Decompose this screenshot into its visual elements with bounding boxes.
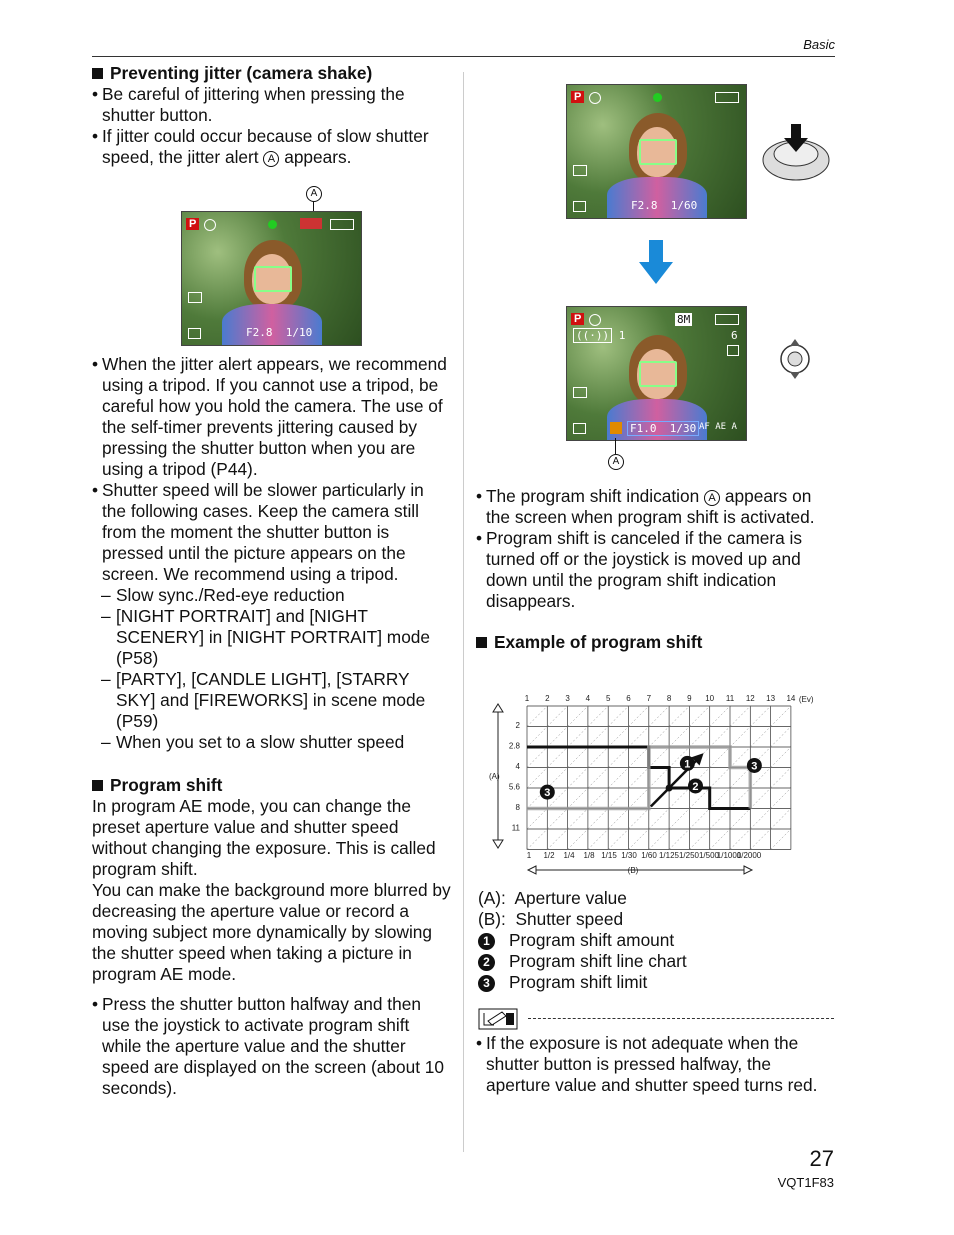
marker-a-icon: A [263,151,279,167]
iso-exposure-line [771,809,791,830]
legend-item [478,888,838,909]
af-frame [254,266,292,292]
case-item: – [NIGHT PORTRAIT] and [NIGHT SCENERY] in [NIGHT PORTRAIT] mode (P58) [92,606,452,669]
iso-exposure-line [710,747,730,768]
iso-exposure-line [649,706,669,727]
case-item: – [PARTY], [CANDLE LIGHT], [STARRY SKY] and [FIREWORKS] in scene mode (P59) [92,669,452,732]
iso-exposure-line [771,747,791,768]
note-icon [478,1008,518,1030]
shutter-tick-label: 1/2 [543,851,555,860]
ev-tick-label: 6 [626,694,631,703]
iso-exposure-line [649,768,669,789]
iso-exposure-line [750,809,770,830]
iso-exposure-line [608,706,628,727]
iso-exposure-line [710,788,730,809]
program-shift-para-1: In program AE mode, you can change the preset aperture value and shutter speed without changing the exposure. This is called program shift. [92,796,436,879]
ev-tick-label: 8 [666,694,672,703]
shift-bullet-1 [476,486,836,528]
shutter-tick-label: 1/60 [641,851,657,860]
iso-exposure-line [629,768,649,789]
shutter-tick-label: 1/125 [658,851,680,860]
iso-exposure-line [629,829,649,850]
mode-p-badge: P [571,91,584,103]
iso-exposure-line [588,768,608,789]
shutter-tick-label: 1/30 [621,851,637,860]
down-arrow-icon [639,240,673,286]
iso-exposure-line [710,829,730,850]
iso-exposure-line [547,768,567,789]
iso-exposure-line [527,706,547,727]
iso-exposure-line [669,829,689,850]
marker-a-label: A [608,454,624,470]
legend-text: Program shift line chart [509,951,687,971]
ev-tick-label: 14 [786,694,796,703]
column-divider [463,72,464,1152]
iso-exposure-line [608,829,628,850]
iso-exposure-line [730,788,750,809]
legend-text: Program shift amount [509,930,675,950]
iso-exposure-line [689,829,709,850]
ev-axis-label: (Ev) [798,695,814,704]
ev-tick-label: 11 [725,694,735,703]
square-bullet-icon [476,637,487,648]
iso-exposure-line [771,829,791,850]
legend-text: Program shift limit [509,972,648,992]
af-frame [639,361,677,387]
aperture-value: F2.8 [631,199,658,212]
header-rule [92,56,835,57]
iso-exposure-line [629,706,649,727]
iso-exposure-line [547,809,567,830]
ev-tick-label: 13 [766,694,776,703]
iso-exposure-line [771,706,791,727]
iso-exposure-line [750,727,770,748]
jitter-bullet-2-text: If jitter could occur because of slow shutter speed, the jitter alert [102,126,429,167]
iso-exposure-line [588,747,608,768]
program-shift-para-2: You can make the background more blurred by decreasing the aperture value or record a moving subject more dynamically by slowing the shutter speed when taking a picture in program AE mode. [92,880,451,984]
tripod-bullet-2: • Shutter speed will be slower particularly in the following cases. Keep the camera still from the moment the shutter button is pressed until the picture appears on the screen. We recommend using a tripod. [92,480,452,585]
jitter-bullet-2-suffix: appears. [284,147,352,167]
program-shift-chart [476,690,836,880]
iso-exposure-line [649,809,669,830]
exposure-icon [573,201,586,212]
aperture-tick-label: 5.6 [508,782,520,792]
iso-exposure-line [710,768,730,789]
page-number: 27 [809,1146,834,1171]
shutter-tick-label: 1/500 [698,851,720,860]
tripod-bullet-1: • When the jitter alert appears, we recommend using a tripod. If you cannot use a tripod, be careful how you hold the camera. The use of the self-timer prevents jittering caused by pressing the shutter button when you are using a tripod (P44). [92,354,452,480]
iso-exposure-line [527,747,547,768]
iso-exposure-line [771,727,791,748]
focus-dot-icon [653,93,662,102]
section-header: Basic [803,37,835,52]
iso-exposure-line [750,829,770,850]
marker-a-icon: A [704,490,720,506]
note-divider [528,1018,834,1019]
iso-exposure-line [629,788,649,809]
iso-exposure-line [710,727,730,748]
iso-exposure-line [730,768,750,789]
shutter-tick-label: 1/250 [678,851,700,860]
iso-exposure-line [547,747,567,768]
iso-exposure-line [730,727,750,748]
square-bullet-icon [92,68,103,79]
note-bullet: • If the exposure is not adequate when the shutter button is pressed halfway, the aperture value and shutter speed turns red. [476,1033,836,1096]
shutter-axis-label: (B) [627,866,639,875]
shutter-value: 1/30 [669,422,697,435]
shutter-tick-label: 1/1000 [716,851,742,860]
jitter-bullet-1: • Be careful of jittering when pressing the shutter button. [92,84,452,126]
remaining-pictures: 6 [731,329,738,342]
shift-bullet-1-suffix: appears on the screen when program shift is activated. [486,486,815,527]
flash-icon [204,219,216,231]
case-item: – When you set to a slow shutter speed [92,732,452,753]
iso-exposure-line [710,809,730,830]
iso-exposure-line [527,809,547,830]
battery-icon [715,314,739,325]
shutter-tick-label: 1/4 [563,851,575,860]
focus-dot-icon [268,220,277,229]
iso-exposure-line [588,788,608,809]
iso-exposure-line [588,809,608,830]
case-item: – Slow sync./Red-eye reduction [92,585,452,606]
iso-exposure-line [629,747,649,768]
af-mode-icon [573,387,587,398]
arrow-head [493,704,503,712]
legend-key: 3 [478,975,495,992]
ev-tick-label: 10 [705,694,715,703]
iso-exposure-line [547,829,567,850]
program-shift-title: Program shift [110,775,223,795]
iso-exposure-line [608,747,628,768]
arrow-head [744,866,752,874]
af-mode-icon [573,165,587,176]
ev-tick-label: 3 [565,694,570,703]
iso-exposure-line [588,829,608,850]
jitter-bullet-2 [92,126,452,168]
program-shift-limit-line [527,747,750,809]
af-mode-icon [188,292,202,303]
aperture-tick-label: 2.8 [508,741,520,751]
aperture-tick-label: 11 [511,823,520,833]
square-bullet-icon [92,780,103,791]
shutter-value: 1/60 [670,199,698,212]
iso-exposure-line [568,809,588,830]
iso-exposure-line [730,706,750,727]
exposure-icon [188,328,201,339]
ev-tick-label: 7 [646,694,652,703]
joystick-icon [778,338,812,380]
iso-exposure-line [547,706,567,727]
jitter-heading [92,63,452,84]
iso-exposure-line [689,809,709,830]
aperture-value: F1.0 [630,422,657,435]
legend-key: (A): [478,888,506,908]
iso-exposure-line [669,706,689,727]
program-line [527,747,750,809]
iso-exposure-line [568,829,588,850]
aperture-axis-label: (A) [489,772,500,781]
marker-number: 3 [751,760,758,773]
iso-exposure-line [608,788,628,809]
ev-tick-label: 12 [745,694,755,703]
af-frame [639,139,677,165]
iso-exposure-line [629,809,649,830]
example-heading [476,632,836,653]
iso-exposure-line [649,829,669,850]
camera-screen-program-shift: P ((·)) 1 8M 6 F1.0 1/30 AF AE A [566,306,747,441]
camera-screen-halfpress [566,84,747,219]
aperture-tick-label: 2 [515,721,520,730]
flash-icon [589,92,601,104]
legend-item [478,930,838,951]
program-shift-bullet: • Press the shutter button halfway and then use the joystick to activate program shift while the aperture value and the shutter speed are displayed on the screen (about 10 seconds). [92,994,452,1099]
iso-exposure-line [568,727,588,748]
jitter-alert-icon [300,218,322,229]
iso-exposure-line [689,706,709,727]
iso-exposure-line [568,706,588,727]
iso-exposure-line [669,727,689,748]
iso-exposure-line [608,727,628,748]
legend-item [478,951,838,972]
camera-screen-jitter [181,211,362,346]
ev-tick-label: 4 [585,694,591,703]
aperture-tick-label: 4 [515,762,520,771]
ev-tick-label: 1 [524,694,530,703]
aperture-tick-label: 8 [515,803,520,812]
iso-exposure-line [568,788,588,809]
legend-key: 1 [478,933,495,950]
iso-exposure-line [730,829,750,850]
shift-bullet-2: • Program shift is canceled if the camera is turned off or the joystick is moved up and down until the program shift indication disappears. [476,528,836,612]
iso-exposure-line [608,809,628,830]
iso-exposure-line [750,788,770,809]
marker-number: 1 [684,758,691,771]
shutter-value: 1/10 [285,326,313,339]
example-title: Example of program shift [494,632,703,652]
iso-exposure-line [568,747,588,768]
iso-exposure-line [608,768,628,789]
legend [478,888,838,993]
right-column-body [476,486,836,653]
legend-item [478,972,838,993]
marker-number: 2 [692,780,699,793]
iso-exposure-line [527,829,547,850]
arrow-head [493,840,503,848]
memory-icon [727,345,739,356]
ev-tick-label: 5 [605,694,611,703]
iso-exposure-line [730,809,750,830]
shift-bullet-1-text: The program shift indication [486,486,700,506]
jitter-title: Preventing jitter (camera shake) [110,63,373,83]
iso-exposure-line [649,727,669,748]
shutter-tick-label: 1 [526,851,532,860]
iso-exposure-line [689,727,709,748]
marker-a-pointer [615,438,616,454]
exposure-icon [573,423,586,434]
left-column-body [92,354,452,1099]
iso-exposure-line [771,768,791,789]
legend-key: 2 [478,954,495,971]
marker-number: 3 [544,787,551,800]
af-ae-indicator: AF AE A [699,422,737,432]
iso-exposure-line [710,706,730,727]
ev-tick-label: 2 [545,694,550,703]
iso-exposure-line [527,727,547,748]
arrow-head [528,866,536,874]
shutter-tick-label: 1/15 [601,851,617,860]
iso-exposure-line [771,788,791,809]
shutter-tick-label: 1/8 [583,851,595,860]
iso-exposure-line [649,747,669,768]
note-block [476,1033,836,1096]
shutter-tick-label: 1/2000 [736,851,762,860]
aperture-value: F2.8 [246,326,273,339]
legend-text: Shutter speed [515,909,624,929]
program-shift-heading [92,775,452,796]
legend-key: (B): [478,909,506,929]
mode-p-badge: P [186,218,199,230]
document-code: VQT1F83 [777,1175,834,1190]
iso-exposure-line [669,788,689,809]
stabilizer-mode: 1 [618,329,626,342]
iso-exposure-line [547,727,567,748]
legend-text: Aperture value [514,888,627,908]
iso-exposure-line [527,768,547,789]
left-column [92,63,452,168]
marker-a-label: A [306,186,322,202]
program-shift-indicator [610,422,622,434]
iso-exposure-line [588,727,608,748]
iso-exposure-line [750,706,770,727]
battery-icon [715,92,739,103]
shift-point [666,785,673,792]
iso-exposure-line [588,706,608,727]
legend-item [478,909,838,930]
shutter-button-icon [760,122,832,184]
mode-p-badge: P [571,313,584,325]
battery-icon [330,219,354,230]
picture-size: 8M [677,313,691,326]
iso-exposure-line [568,768,588,789]
iso-exposure-line [629,727,649,748]
ev-tick-label: 9 [687,694,692,703]
flash-icon [589,314,601,326]
iso-exposure-line [669,809,689,830]
